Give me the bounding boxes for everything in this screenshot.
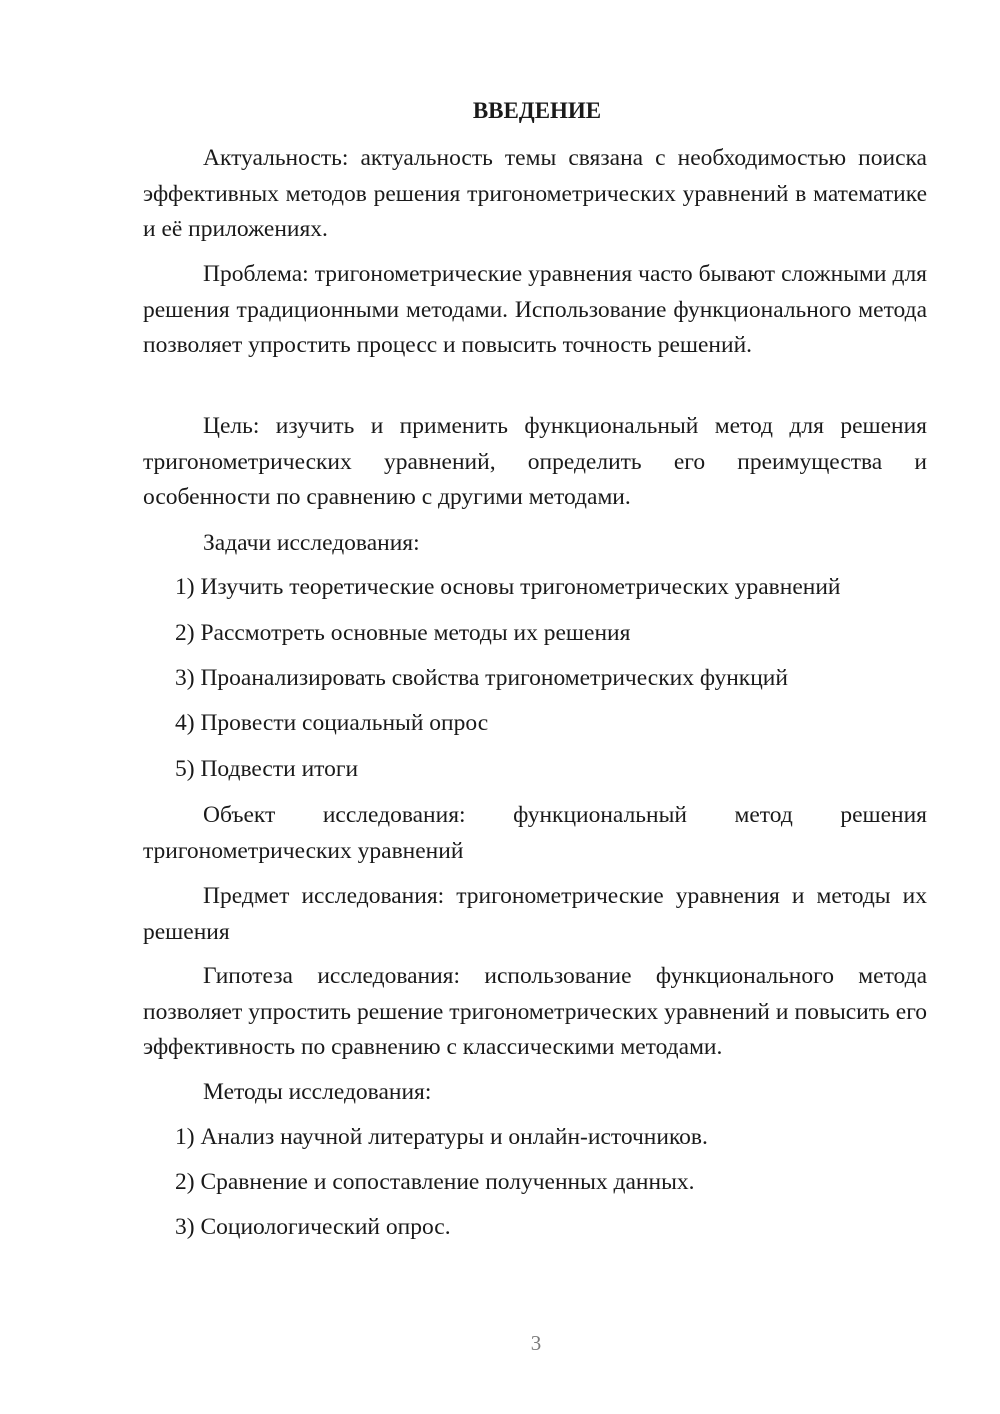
paragraph-hypothesis: Гипотеза исследования: использование функционального метода позволяет упростить решение тригонометрических уравнений и повысить его эффективность по сравнению с классическими методами. (143, 963, 927, 1060)
task-item: 1) Изучить теоретические основы тригонометрических уравнений (175, 574, 841, 600)
paragraph-problem: Проблема: тригонометрические уравнения часто бывают сложными для решения традиционными методами. Использование функционального метода позволяет упростить процесс и повысить точность решений. (143, 261, 927, 358)
task-item: 4) Провести социальный опрос (175, 710, 489, 736)
paragraph-goal: Цель: изучить и применить функциональный метод для решения тригонометрических уравнений, определить его преимущества и особенности по сравнению с другими методами. (143, 413, 927, 510)
method-item: 2) Сравнение и сопоставление полученных данных. (175, 1169, 695, 1195)
method-item: 3) Социологический опрос. (175, 1214, 451, 1240)
paragraph-relevance: Актуальность: актуальность темы связана с необходимостью поиска эффективных методов решения тригонометрических уравнений в математике и её приложениях. (143, 145, 927, 242)
method-item: 1) Анализ научной литературы и онлайн-источников. (175, 1124, 708, 1150)
methods-heading: Методы исследования: (203, 1079, 432, 1105)
task-item: 5) Подвести итоги (175, 756, 359, 782)
page-title: ВВЕДЕНИЕ (472, 98, 602, 123)
tasks-heading: Задачи исследования: (203, 530, 420, 556)
paragraph-object: Объект исследования: функциональный метод решения тригонометрических уравнений (143, 802, 927, 864)
task-item: 2) Рассмотреть основные методы их решения (175, 620, 631, 646)
page-number: 3 (530, 1331, 542, 1355)
task-item: 3) Проанализировать свойства тригонометрических функций (175, 665, 788, 691)
paragraph-subject: Предмет исследования: тригонометрические уравнения и методы их решения (143, 883, 927, 945)
